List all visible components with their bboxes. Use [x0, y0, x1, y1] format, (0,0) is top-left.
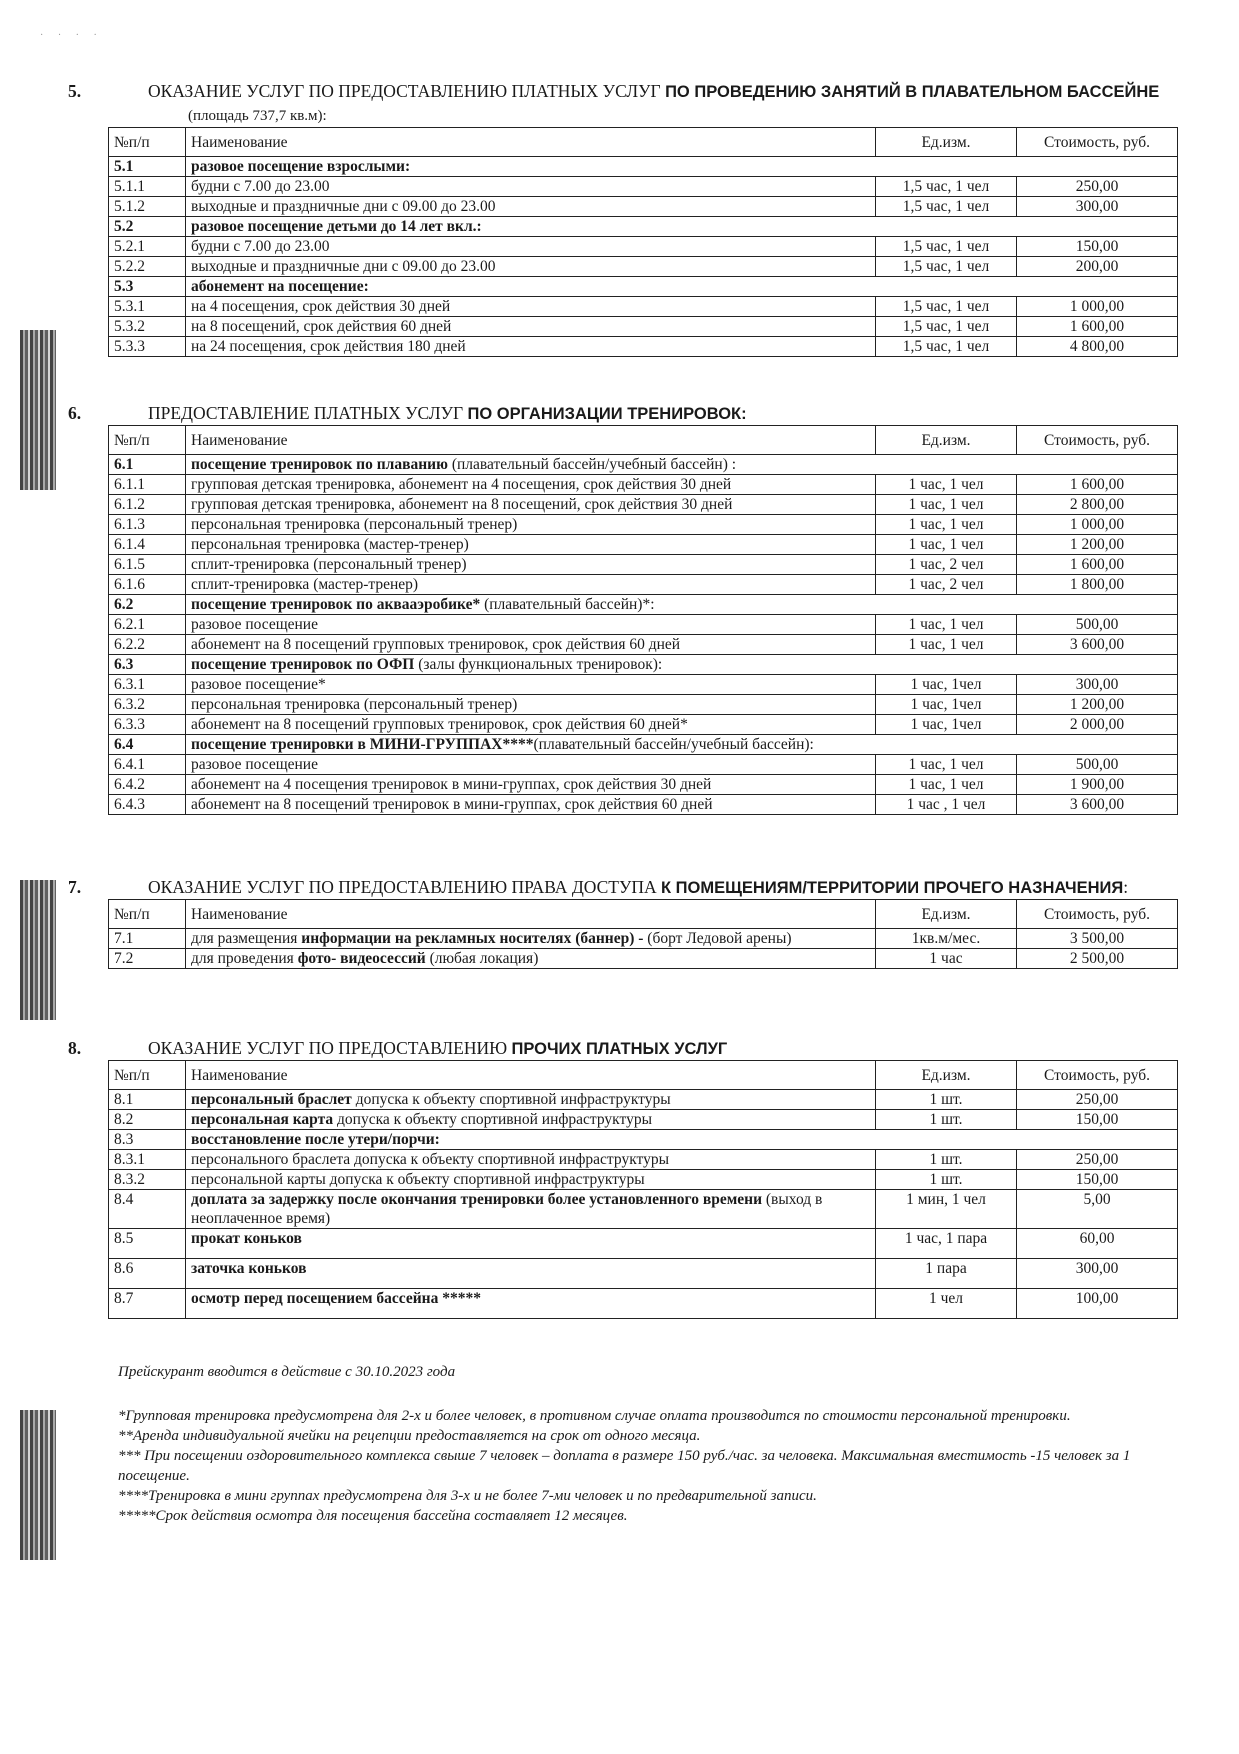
row-unit: 1 шт.	[876, 1170, 1017, 1190]
row-name-text: (плавательный бассейн/учебный бассейн) :	[447, 456, 737, 473]
table-row	[109, 735, 1178, 755]
section-number: 8.	[68, 1038, 82, 1058]
footnotes	[118, 1406, 1178, 1526]
row-name	[186, 675, 876, 695]
row-price: 1 600,00	[1017, 317, 1178, 337]
row-name-bold: восстановление после утери/порчи:	[191, 1131, 440, 1148]
row-name-text: разовое посещение взрослыми:	[191, 158, 411, 175]
row-price: 100,00	[1017, 1289, 1178, 1319]
table-row	[109, 795, 1178, 815]
scan-edge-mark	[20, 880, 56, 1020]
table-row	[109, 257, 1178, 277]
column-header: Стоимость, руб.	[1017, 426, 1178, 455]
footnote-item: *** При посещении оздоровительного комплекса свыше 7 человек – доплата в размере 150 руб./час. за человека. Максимальная вместимость -15 человек за 1 посещение.	[118, 1448, 1131, 1484]
table-row	[109, 1190, 1178, 1229]
row-number: 6.1.5	[109, 555, 186, 575]
row-unit: 1 шт.	[876, 1090, 1017, 1110]
row-name-text: абонемент на 8 посещений групповых тренировок, срок действия 60 дней	[191, 636, 681, 653]
table-row	[109, 755, 1178, 775]
table-row	[109, 1090, 1178, 1110]
row-unit: 1 шт.	[876, 1110, 1017, 1130]
footnote-item: ****Тренировка в мини группах предусмотрена для 3-х и не более 7-ми человек и по предварительной записи.	[118, 1488, 817, 1504]
scan-specks: · · · ·	[40, 30, 103, 41]
table-row	[109, 695, 1178, 715]
row-unit: 1 час, 1 чел	[876, 615, 1017, 635]
row-unit: 1 час, 1 чел	[876, 475, 1017, 495]
row-price: 4 800,00	[1017, 337, 1178, 357]
row-price: 300,00	[1017, 675, 1178, 695]
row-name-text: (любая локация)	[425, 950, 539, 967]
row-name-text: (залы функциональных тренировок):	[414, 656, 663, 673]
row-number: 6.3.2	[109, 695, 186, 715]
row-name-text: абонемент на посещение:	[191, 278, 369, 295]
table-row	[109, 775, 1178, 795]
table-row	[109, 157, 1178, 177]
column-header: Стоимость, руб.	[1017, 128, 1178, 157]
row-price: 150,00	[1017, 237, 1178, 257]
table-row	[109, 515, 1178, 535]
column-header: №п/п	[109, 1061, 186, 1090]
row-price: 3 600,00	[1017, 795, 1178, 815]
row-number: 7.2	[109, 949, 186, 969]
row-unit: 1 час, 2 чел	[876, 555, 1017, 575]
column-header: Стоимость, руб.	[1017, 1061, 1178, 1090]
table-row	[109, 715, 1178, 735]
section-title-bold: ПО ОРГАНИЗАЦИИ ТРЕНИРОВОК:	[467, 405, 747, 423]
column-header: Ед.изм.	[876, 128, 1017, 157]
row-price: 2 800,00	[1017, 495, 1178, 515]
row-number: 5.3.1	[109, 297, 186, 317]
table-row	[109, 575, 1178, 595]
row-unit: 1 час, 1чел	[876, 715, 1017, 735]
footnote-item: *Групповая тренировка предусмотрена для 2-х и более человек, в противном случае оплата производится по стоимости персональной тренировки.	[118, 1408, 1071, 1424]
section-title-bold: К ПОМЕЩЕНИЯМ/ТЕРРИТОРИИ ПРОЧЕГО НАЗНАЧЕНИЯ	[661, 879, 1124, 897]
row-number: 8.3.2	[109, 1170, 186, 1190]
row-name	[186, 535, 876, 555]
row-name	[186, 515, 876, 535]
row-name	[186, 495, 876, 515]
row-unit: 1,5 час, 1 чел	[876, 317, 1017, 337]
table-header-row	[109, 426, 1178, 455]
table-row	[109, 1259, 1178, 1289]
row-number: 8.3	[109, 1130, 186, 1150]
row-name-text: абонемент на 4 посещения тренировок в мини-группах, срок действия 30 дней	[191, 776, 712, 793]
row-name-text: персональная тренировка (персональный тренер)	[191, 696, 518, 713]
row-price: 60,00	[1017, 1229, 1178, 1259]
row-name-text: будни с 7.00 до 23.00	[191, 178, 330, 195]
table-row	[109, 929, 1178, 949]
row-name-bold: посещение тренировок по аквааэробике*	[191, 596, 481, 613]
row-name-text: абонемент на 8 посещений групповых тренировок, срок действия 60 дней*	[191, 716, 688, 733]
column-header: Ед.изм.	[876, 1061, 1017, 1090]
row-number: 5.2.1	[109, 237, 186, 257]
section-title-bold: ПО ПРОВЕДЕНИЮ ЗАНЯТИЙ В ПЛАВАТЕЛЬНОМ БАССЕЙНЕ	[665, 83, 1160, 101]
row-price: 150,00	[1017, 1170, 1178, 1190]
row-number: 6.4.1	[109, 755, 186, 775]
row-unit: 1 час, 1 чел	[876, 755, 1017, 775]
section-number: 7.	[68, 877, 82, 897]
table-row	[109, 1110, 1178, 1130]
row-unit: 1 шт.	[876, 1150, 1017, 1170]
table-row	[109, 635, 1178, 655]
row-number: 6.1.2	[109, 495, 186, 515]
row-unit: 1 час, 1чел	[876, 675, 1017, 695]
row-name-text: разовое посещение	[191, 756, 318, 773]
column-header: Стоимость, руб.	[1017, 900, 1178, 929]
section-title-tail: :	[1123, 877, 1129, 897]
row-number: 6.4.3	[109, 795, 186, 815]
section-title-bold: ПРОЧИХ ПЛАТНЫХ УСЛУГ	[511, 1040, 728, 1058]
table-header-row	[109, 128, 1178, 157]
row-unit: 1,5 час, 1 чел	[876, 177, 1017, 197]
section-number: 5.	[68, 81, 82, 101]
row-number: 6.1	[109, 455, 186, 475]
row-name	[186, 1259, 876, 1289]
row-name-text: выходные и праздничные дни с 09.00 до 23.00	[191, 258, 496, 275]
table-row	[109, 475, 1178, 495]
row-name-text: разовое посещение*	[191, 676, 326, 693]
row-name	[186, 1130, 1178, 1150]
row-name-text: разовое посещение детьми до 14 лет вкл.:	[191, 218, 482, 235]
row-number: 6.2.1	[109, 615, 186, 635]
row-name-prefix: для размещения	[191, 930, 302, 947]
row-price: 300,00	[1017, 1259, 1178, 1289]
row-name	[186, 715, 876, 735]
section-7	[68, 876, 1178, 969]
row-unit: 1,5 час, 1 чел	[876, 237, 1017, 257]
row-name-text: допуска к объекту спортивной инфраструктуры	[333, 1111, 652, 1128]
section-5	[68, 80, 1178, 357]
row-name-bold: информации на рекламных носителях (баннер) -	[301, 930, 644, 947]
row-name-bold: доплата за задержку после окончания тренировки более установленного времени	[191, 1191, 763, 1208]
column-header: №п/п	[109, 128, 186, 157]
row-name	[186, 735, 1178, 755]
row-price: 1 900,00	[1017, 775, 1178, 795]
footnote-item: *****Срок действия осмотра для посещения бассейна составляет 12 месяцев.	[118, 1508, 628, 1524]
row-name	[186, 197, 876, 217]
row-name-text: сплит-тренировка (персональный тренер)	[191, 556, 467, 573]
row-name-prefix: для проведения	[191, 950, 298, 967]
row-unit: 1 час, 1 чел	[876, 635, 1017, 655]
row-name	[186, 257, 876, 277]
row-unit: 1 час	[876, 949, 1017, 969]
row-name-text: допуска к объекту спортивной инфраструктуры	[351, 1091, 671, 1108]
column-header: Наименование	[186, 128, 876, 157]
row-name-bold: фото- видеосессий	[297, 950, 426, 967]
row-number: 6.2	[109, 595, 186, 615]
row-name-text: персональная тренировка (мастер-тренер)	[191, 536, 469, 553]
table-row	[109, 949, 1178, 969]
section-title-plain: ПРЕДОСТАВЛЕНИЕ ПЛАТНЫХ УСЛУГ	[148, 403, 464, 423]
row-name	[186, 177, 876, 197]
row-name-text: будни с 7.00 до 23.00	[191, 238, 330, 255]
row-name-text: на 24 посещения, срок действия 180 дней	[191, 338, 466, 355]
row-name	[186, 755, 876, 775]
row-name	[186, 1090, 876, 1110]
row-name	[186, 337, 876, 357]
scan-edge-mark	[20, 1410, 56, 1560]
section-number: 6.	[68, 403, 82, 423]
section-6	[68, 402, 1178, 815]
price-table	[108, 425, 1178, 815]
row-number: 6.4.2	[109, 775, 186, 795]
section-title-tail: (площадь 737,7 кв.м):	[188, 108, 327, 124]
row-price: 300,00	[1017, 197, 1178, 217]
table-row	[109, 595, 1178, 615]
row-number: 8.1	[109, 1090, 186, 1110]
row-name	[186, 1289, 876, 1319]
row-number: 6.3.3	[109, 715, 186, 735]
row-name-bold: посещение тренировок по плаванию	[191, 456, 448, 473]
column-header: №п/п	[109, 426, 186, 455]
row-name	[186, 317, 876, 337]
row-number: 6.3.1	[109, 675, 186, 695]
table-row	[109, 237, 1178, 257]
row-number: 5.1.2	[109, 197, 186, 217]
row-unit: 1кв.м/мес.	[876, 929, 1017, 949]
row-name-bold: осмотр перед посещением бассейна *****	[191, 1290, 481, 1307]
row-unit: 1 час , 1 чел	[876, 795, 1017, 815]
row-name-bold: посещение тренировки в МИНИ-ГРУППАХ****	[191, 736, 534, 753]
row-number: 5.3	[109, 277, 186, 297]
row-unit: 1 чел	[876, 1289, 1017, 1319]
row-unit: 1,5 час, 1 чел	[876, 337, 1017, 357]
column-header: Наименование	[186, 426, 876, 455]
row-name-text: выходные и праздничные дни с 09.00 до 23.00	[191, 198, 496, 215]
price-table	[108, 899, 1178, 969]
table-row	[109, 455, 1178, 475]
table-row	[109, 1150, 1178, 1170]
row-name	[186, 475, 876, 495]
column-header: Наименование	[186, 1061, 876, 1090]
row-price: 2 500,00	[1017, 949, 1178, 969]
row-price: 500,00	[1017, 615, 1178, 635]
row-price: 1 200,00	[1017, 535, 1178, 555]
table-row	[109, 1170, 1178, 1190]
row-name	[186, 775, 876, 795]
table-row	[109, 535, 1178, 555]
row-price: 5,00	[1017, 1190, 1178, 1229]
row-number: 5.3.3	[109, 337, 186, 357]
row-name	[186, 1229, 876, 1259]
row-price: 200,00	[1017, 257, 1178, 277]
table-row	[109, 555, 1178, 575]
row-price: 1 000,00	[1017, 297, 1178, 317]
table-row	[109, 317, 1178, 337]
row-name-text: (плавательный бассейн/учебный бассейн):	[533, 736, 814, 753]
row-name	[186, 455, 1178, 475]
row-number: 6.2.2	[109, 635, 186, 655]
table-row	[109, 495, 1178, 515]
row-unit: 1 час, 1 чел	[876, 775, 1017, 795]
table-row	[109, 655, 1178, 675]
row-name	[186, 237, 876, 257]
row-price: 2 000,00	[1017, 715, 1178, 735]
section-title	[68, 402, 1178, 425]
table-row	[109, 277, 1178, 297]
row-number: 6.1.1	[109, 475, 186, 495]
row-name	[186, 655, 1178, 675]
row-name-text: персональной карты допуска к объекту спортивной инфраструктуры	[191, 1171, 645, 1188]
row-price: 250,00	[1017, 177, 1178, 197]
row-name	[186, 217, 1178, 237]
column-header: Ед.изм.	[876, 900, 1017, 929]
row-number: 8.4	[109, 1190, 186, 1229]
price-table	[108, 1060, 1178, 1319]
row-name-text: на 4 посещения, срок действия 30 дней	[191, 298, 451, 315]
row-name	[186, 949, 876, 969]
row-number: 8.5	[109, 1229, 186, 1259]
section-8	[68, 1037, 1178, 1319]
row-unit: 1 час, 1 пара	[876, 1229, 1017, 1259]
row-price: 250,00	[1017, 1090, 1178, 1110]
row-name-text: разовое посещение	[191, 616, 318, 633]
section-title-plain: ОКАЗАНИЕ УСЛУГ ПО ПРЕДОСТАВЛЕНИЮ	[148, 1038, 508, 1058]
table-row	[109, 675, 1178, 695]
row-price: 3 500,00	[1017, 929, 1178, 949]
row-number: 6.1.4	[109, 535, 186, 555]
row-name	[186, 555, 876, 575]
row-unit: 1,5 час, 1 чел	[876, 197, 1017, 217]
row-name-bold: персональный браслет	[191, 1091, 352, 1108]
row-name-text: (выход в неоплаченное время)	[191, 1191, 823, 1227]
section-title	[68, 80, 1178, 127]
price-table	[108, 127, 1178, 357]
table-header-row	[109, 1061, 1178, 1090]
table-row	[109, 1289, 1178, 1319]
row-unit: 1 час, 1 чел	[876, 515, 1017, 535]
column-header: Наименование	[186, 900, 876, 929]
row-name-text: на 8 посещений, срок действия 60 дней	[191, 318, 452, 335]
row-name	[186, 795, 876, 815]
row-price: 1 200,00	[1017, 695, 1178, 715]
row-name-bold: прокат коньков	[191, 1230, 302, 1247]
row-name-text: групповая детская тренировка, абонемент на 8 посещений, срок действия 30 дней	[191, 496, 733, 513]
row-number: 8.7	[109, 1289, 186, 1319]
table-row	[109, 217, 1178, 237]
row-price: 1 000,00	[1017, 515, 1178, 535]
table-row	[109, 197, 1178, 217]
row-unit: 1 пара	[876, 1259, 1017, 1289]
row-name	[186, 157, 1178, 177]
row-number: 5.2.2	[109, 257, 186, 277]
row-name-text: персональная тренировка (персональный тренер)	[191, 516, 518, 533]
row-name	[186, 297, 876, 317]
row-number: 6.4	[109, 735, 186, 755]
row-price: 1 600,00	[1017, 555, 1178, 575]
row-unit: 1,5 час, 1 чел	[876, 297, 1017, 317]
row-name	[186, 595, 1178, 615]
row-number: 6.1.6	[109, 575, 186, 595]
row-number: 6.1.3	[109, 515, 186, 535]
row-price: 1 800,00	[1017, 575, 1178, 595]
row-name-bold: посещение тренировок по ОФП	[191, 656, 415, 673]
row-number: 5.1.1	[109, 177, 186, 197]
row-number: 5.2	[109, 217, 186, 237]
row-unit: 1 час, 1чел	[876, 695, 1017, 715]
row-name-text: персонального браслета допуска к объекту спортивной инфраструктуры	[191, 1151, 670, 1168]
row-name	[186, 1170, 876, 1190]
table-row	[109, 177, 1178, 197]
row-name	[186, 1150, 876, 1170]
scan-edge-mark	[20, 330, 56, 490]
row-name	[186, 575, 876, 595]
section-title-plain: ОКАЗАНИЕ УСЛУГ ПО ПРЕДОСТАВЛЕНИЮ ПРАВА ДОСТУПА	[148, 877, 657, 897]
row-name	[186, 695, 876, 715]
section-title	[68, 1037, 1178, 1060]
section-title-plain: ОКАЗАНИЕ УСЛУГ ПО ПРЕДОСТАВЛЕНИЮ ПЛАТНЫХ УСЛУГ	[148, 81, 661, 101]
row-name-bold: заточка коньков	[191, 1260, 307, 1277]
row-name	[186, 615, 876, 635]
row-unit: 1 час, 1 чел	[876, 495, 1017, 515]
row-name-bold: персональная карта	[191, 1111, 334, 1128]
row-number: 7.1	[109, 929, 186, 949]
row-name-text: сплит-тренировка (мастер-тренер)	[191, 576, 419, 593]
table-row	[109, 337, 1178, 357]
row-number: 5.3.2	[109, 317, 186, 337]
row-number: 8.6	[109, 1259, 186, 1289]
row-unit: 1,5 час, 1 чел	[876, 257, 1017, 277]
row-price: 3 600,00	[1017, 635, 1178, 655]
row-unit: 1 мин, 1 чел	[876, 1190, 1017, 1229]
row-name-text: (плавательный бассейн)*:	[480, 596, 655, 613]
table-row	[109, 1229, 1178, 1259]
row-price: 150,00	[1017, 1110, 1178, 1130]
row-unit: 1 час, 2 чел	[876, 575, 1017, 595]
table-row	[109, 615, 1178, 635]
row-name-text: (борт Ледовой арены)	[643, 930, 792, 947]
section-title	[68, 876, 1178, 899]
table-row	[109, 1130, 1178, 1150]
row-name-text: групповая детская тренировка, абонемент на 4 посещения, срок действия 30 дней	[191, 476, 732, 493]
row-number: 5.1	[109, 157, 186, 177]
row-number: 8.3.1	[109, 1150, 186, 1170]
row-unit: 1 час, 1 чел	[876, 535, 1017, 555]
column-header: Ед.изм.	[876, 426, 1017, 455]
column-header: №п/п	[109, 900, 186, 929]
row-name	[186, 929, 876, 949]
row-name	[186, 277, 1178, 297]
table-header-row	[109, 900, 1178, 929]
row-number: 8.2	[109, 1110, 186, 1130]
table-row	[109, 297, 1178, 317]
effective-date-note: Прейскурант вводится в действие с 30.10.2023 года	[118, 1364, 456, 1380]
footnote-item: **Аренда индивидуальной ячейки на рецепции предоставляется на срок от одного месяца.	[118, 1428, 701, 1444]
row-name	[186, 1110, 876, 1130]
row-price: 1 600,00	[1017, 475, 1178, 495]
row-number: 6.3	[109, 655, 186, 675]
row-name	[186, 1190, 876, 1229]
row-price: 500,00	[1017, 755, 1178, 775]
row-price: 250,00	[1017, 1150, 1178, 1170]
row-name-text: абонемент на 8 посещений тренировок в мини-группах, срок действия 60 дней	[191, 796, 713, 813]
row-name	[186, 635, 876, 655]
